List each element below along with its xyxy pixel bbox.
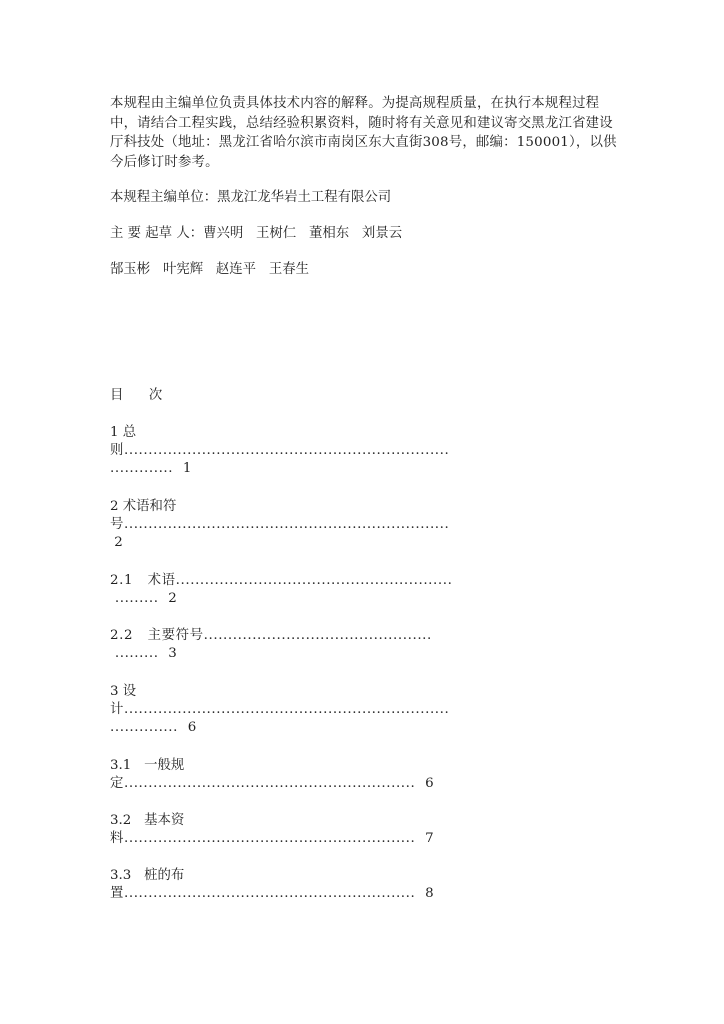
toc-entry-leader: 定............................................................ 6 — [110, 776, 435, 791]
toc-entry-2[interactable] — [110, 498, 449, 552]
toc-entry-heading: 1 总 — [110, 425, 137, 440]
toc-entry-page: 2 — [110, 535, 123, 550]
toc-entry-leader: 置............................................................ 8 — [110, 886, 435, 901]
toc-title: 目 次 — [110, 388, 163, 403]
toc-entry-1[interactable] — [110, 424, 449, 478]
toc-entry-page: .............. 6 — [110, 720, 197, 735]
toc-entry-leader: 号................................................................... — [110, 517, 450, 532]
drafters-line-1: 主 要 起草 人：曹兴明 王树仁 董相东 刘景云 — [110, 226, 403, 241]
toc-entry-2-2[interactable] — [110, 627, 432, 663]
drafters-line-2: 郜玉彬 叶宪辉 赵连平 王春生 — [110, 262, 309, 277]
toc-entry-page: ......... 2 — [110, 591, 178, 606]
toc-entry-2-1[interactable] — [110, 572, 452, 608]
toc-entry-heading: 2.1 术语......................................................... — [110, 573, 453, 588]
toc-entry-leader: 料............................................................ 7 — [110, 831, 435, 846]
toc-entry-heading: 2 术语和符 — [110, 499, 177, 514]
toc-entry-3[interactable] — [110, 683, 449, 737]
toc-entry-page: ............. 1 — [110, 461, 192, 476]
toc-entry-3-1[interactable] — [110, 757, 434, 793]
editor-unit-line: 本规程主编单位：黑龙江龙华岩土工程有限公司 — [110, 190, 392, 205]
toc-entry-leader: 则................................................................... — [110, 443, 450, 458]
toc-entry-leader: 计................................................................... — [110, 702, 450, 717]
toc-entry-heading: 3.2 基本资 — [110, 813, 185, 828]
toc-entry-3-2[interactable] — [110, 812, 434, 848]
toc-entry-heading: 3.1 一般规 — [110, 758, 185, 773]
preface-paragraph: 本规程由主编单位负责具体技术内容的解释。为提高规程质量，在执行本规程过程中，请结合工程实践，总结经验积累资料，随时将有关意见和建议寄交黑龙江省建设厅科技处（地址：黑龙江省哈尔滨市南岗区东大直街308号，邮编：150001），以供今后修订时参考。 — [110, 96, 617, 170]
toc-entry-3-3[interactable] — [110, 867, 434, 903]
toc-entry-heading: 3.3 桩的布 — [110, 868, 185, 883]
toc-entry-heading: 3 设 — [110, 684, 137, 699]
toc-entry-heading: 2.2 主要符号............................................... — [110, 628, 432, 643]
toc-entry-page: ......... 3 — [110, 646, 178, 661]
